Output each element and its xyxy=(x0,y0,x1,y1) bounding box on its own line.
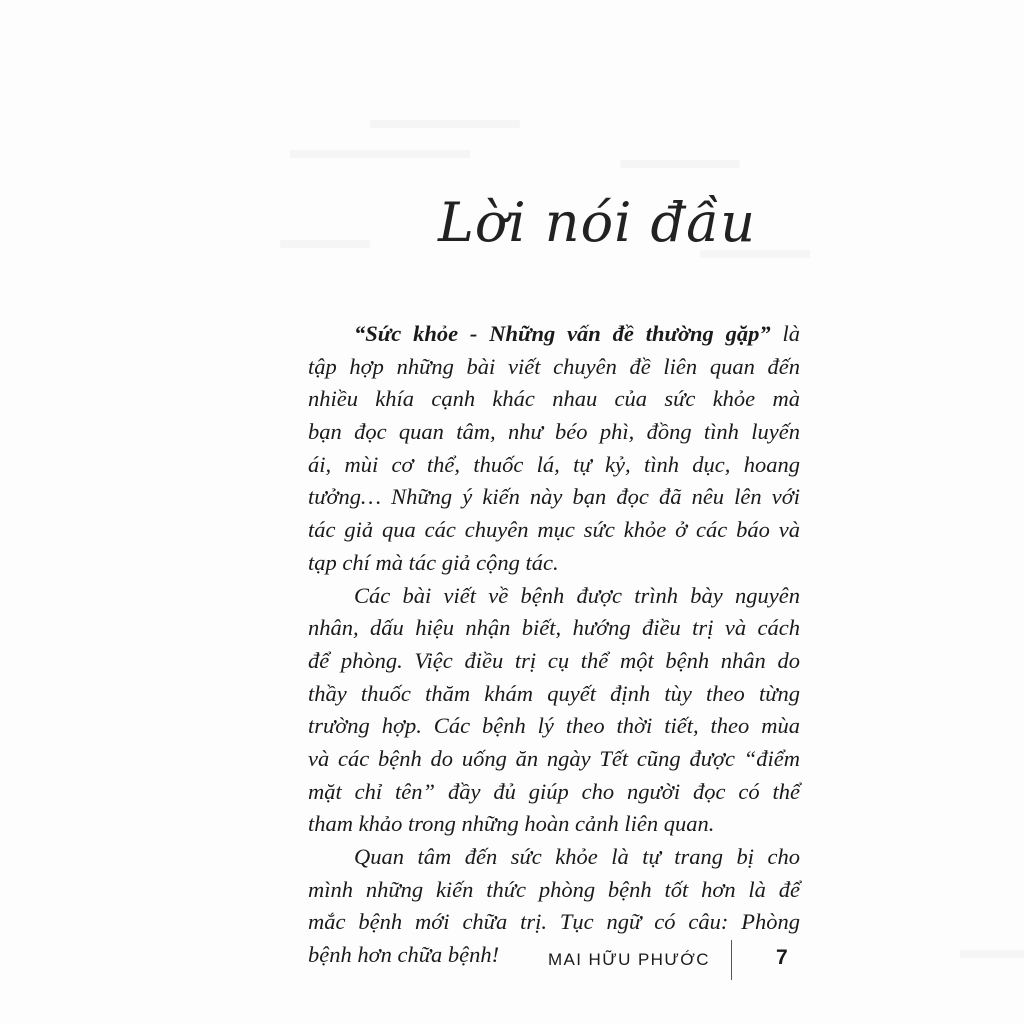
preface-body xyxy=(308,318,800,972)
text-line: trường hợp. Các bệnh lý theo thời tiết, theo mùa xyxy=(308,713,800,739)
show-through-mark xyxy=(370,120,520,128)
text-line xyxy=(308,318,800,351)
show-through-mark xyxy=(280,240,370,248)
text-line: mặt chỉ tên” đầy đủ giúp cho người đọc có thể xyxy=(308,778,800,804)
text-line: tác giả qua các chuyên mục sức khỏe ở các báo và xyxy=(308,517,800,543)
chapter-title: Lời nói đầu xyxy=(438,191,756,254)
text-line: tưởng… Những ý kiến này bạn đọc đã nêu lên với xyxy=(308,484,800,510)
text-line: Các bài viết về bệnh được trình bày nguyên xyxy=(354,582,800,608)
text-line: tham khảo trong những hoàn cảnh liên quan. xyxy=(308,811,715,837)
text-line: tạp chí mà tác giả cộng tác. xyxy=(308,549,559,575)
author-name: MAI HỮU PHƯỚC xyxy=(548,950,710,969)
text-line: mình những kiến thức phòng bệnh tốt hơn là để xyxy=(308,876,800,902)
show-through-mark xyxy=(960,950,1024,958)
footer-divider xyxy=(731,940,732,980)
text-line: và các bệnh do uống ăn ngày Tết cũng được “điểm xyxy=(308,745,800,771)
text-line: Quan tâm đến sức khỏe là tự trang bị cho xyxy=(354,844,800,869)
show-through-mark xyxy=(620,160,740,168)
text-line: nhân, dấu hiệu nhận biết, hướng điều trị và cách xyxy=(308,615,800,641)
text-line: để phòng. Việc điều trị cụ thể một bệnh nhân do xyxy=(308,647,800,673)
show-through-mark xyxy=(290,150,470,158)
text-line: mắc bệnh mới chữa trị. Tục ngữ có câu: Phòng xyxy=(308,909,800,935)
book-title-emphasis: “Sức khỏe - Những vấn đề thường gặp” xyxy=(354,321,771,346)
text-line: tập hợp những bài viết chuyên đề liên quan đến xyxy=(308,353,800,379)
page-footer xyxy=(548,940,798,980)
text-run: là xyxy=(770,321,800,346)
text-line: bệnh hơn chữa bệnh! xyxy=(308,942,500,968)
text-line: bạn đọc quan tâm, như béo phì, đồng tình luyến xyxy=(308,419,800,445)
text-line: thầy thuốc thăm khám quyết định tùy theo từng xyxy=(308,680,800,706)
page-number: 7 xyxy=(776,946,788,969)
text-line: ái, mùi cơ thể, thuốc lá, tự kỷ, tình dục, hoang xyxy=(308,451,800,477)
text-line: nhiều khía cạnh khác nhau của sức khỏe mà xyxy=(308,386,800,412)
